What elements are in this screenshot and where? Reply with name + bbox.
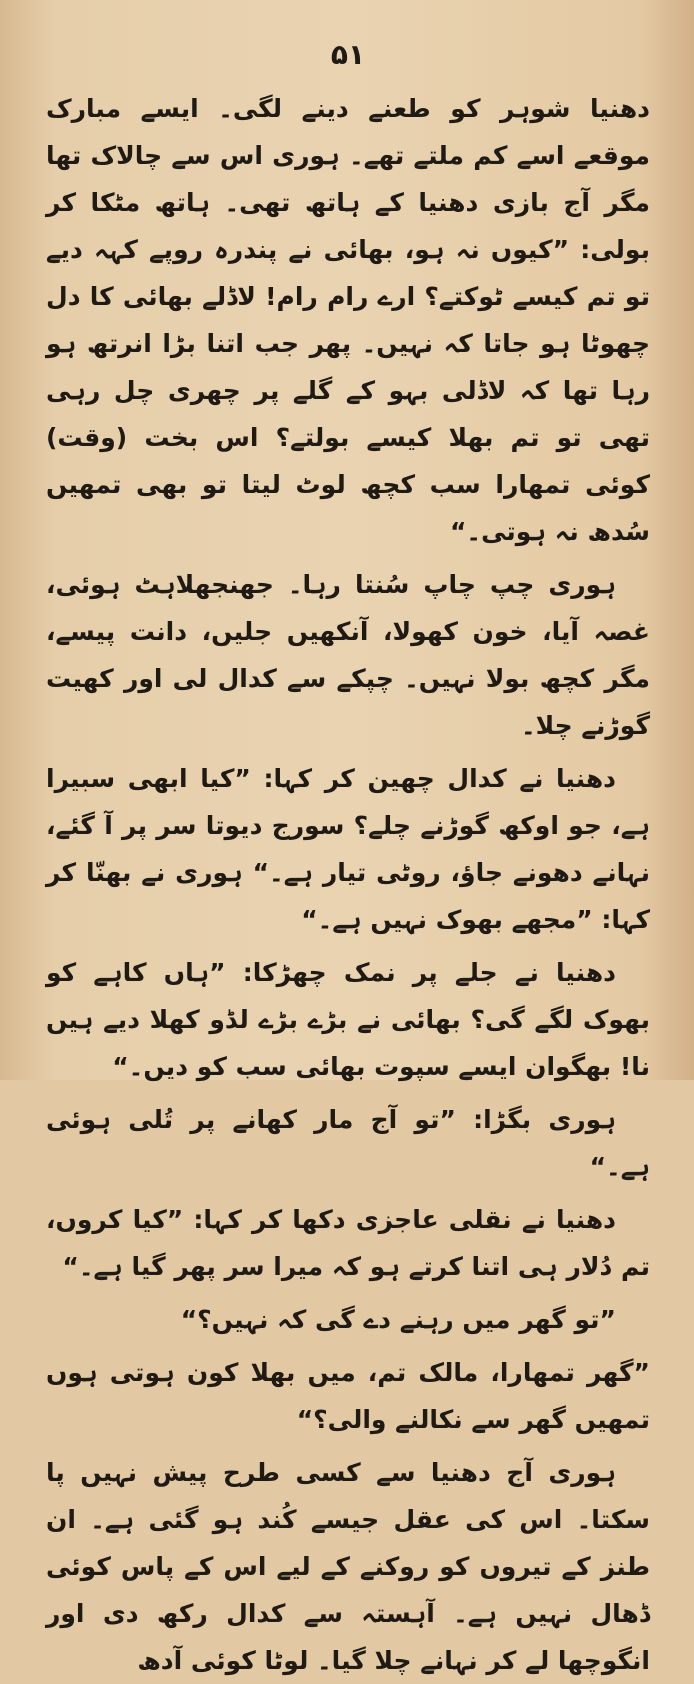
paragraph-3: دھنیا نے کدال چھین کر کہا: ”کیا ابھی سبیرا ہے، جو اوکھ گوڑنے چلے؟ سورج دیوتا سر پر آ گئے، نہانے دھونے جاؤ، روٹی تیار ہے۔“ ہوری نے بھنّا کر کہا: ”مجھے بھوک نہیں ہے۔“ (46, 764, 650, 934)
paragraph-4: دھنیا نے جلے پر نمک چھڑکا: ”ہاں کاہے کو بھوک لگے گی؟ بھائی نے بڑے بڑے لڈو کھلا دیے ہیں نا! بھگوان ایسے سپوت بھائی سب کو دیں۔“ (46, 958, 650, 1081)
paragraph-1: دھنیا شوہر کو طعنے دینے لگی۔ ایسے مبارک موقعے اسے کم ملتے تھے۔ ہوری اس سے چالاک تھا مگر آج بازی دھنیا کے ہاتھ تھی۔ ہاتھ مٹکا کر بولی: ”کیوں نہ ہو، بھائی نے پندرہ روپے کہہ دیے تو تم کیسے ٹوکتے؟ ارے رام رام! لاڈلے بھائی کا دل چھوٹا ہو جاتا کہ نہیں۔ پھر جب اتنا بڑا انرتھ ہو رہا تھا کہ لاڈلی بہو کے گلے پر چھری چل رہی تھی تو تم بھلا کیسے بولتے؟ اس بخت (وقت) کوئی تمھارا سب کچھ لوٹ لیتا تو بھی تمھیں سُدھ نہ ہوتی۔“ (46, 94, 650, 546)
paragraph-5: ہوری بگڑا: ”تو آج مار کھانے پر تُلی ہوئی ہے۔“ (46, 1105, 650, 1181)
page-body (46, 85, 650, 1684)
paragraph-8: ”گھر تمھارا، مالک تم، میں بھلا کون ہوتی ہوں تمھیں گھر سے نکالنے والی؟“ (46, 1358, 650, 1434)
page-number: ۵۱ (330, 38, 366, 71)
paragraph-7: ”تو گھر میں رہنے دے گی کہ نہیں؟“ (180, 1305, 616, 1334)
paragraph-9: ہوری آج دھنیا سے کسی طرح پیش نہیں پا سکتا۔ اس کی عقل جیسے کُند ہو گئی ہے۔ ان طنز کے تیروں کو روکنے کے لیے اس کے پاس کوئی ڈھال نہیں ہے۔ آہستہ سے کدال رکھ دی اور انگوچھا لے کر نہانے چلا گیا۔ لوٹا کوئی آدھ (46, 1458, 650, 1675)
paragraph-6: دھنیا نے نقلی عاجزی دکھا کر کہا: ”کیا کروں، تم دُلار ہی اتنا کرتے ہو کہ میرا سر پھر گیا ہے۔“ (46, 1205, 650, 1281)
paragraph-2: ہوری چپ چاپ سُنتا رہا۔ جھنجھلاہٹ ہوئی، غصہ آیا، خون کھولا، آنکھیں جلیں، دانت پیسے، مگر کچھ بولا نہیں۔ چپکے سے کدال لی اور کھیت گوڑنے چلا۔ (46, 570, 650, 740)
